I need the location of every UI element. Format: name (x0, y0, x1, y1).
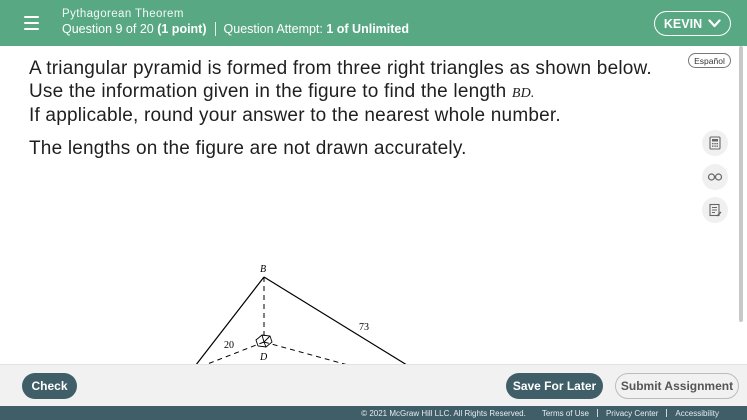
menu-button[interactable] (14, 7, 48, 39)
user-menu-button[interactable] (654, 11, 731, 36)
question-line-2-text: Use the information given in the figure to find the length (29, 80, 507, 102)
privacy-link[interactable]: Privacy Center (605, 408, 659, 418)
legal-footer (0, 406, 747, 420)
question-info (62, 22, 409, 36)
action-bar (0, 364, 747, 406)
user-name: KEVIN (663, 16, 703, 31)
question-number: Question 9 of 20 (62, 22, 154, 36)
menu-icon (24, 16, 39, 18)
spanish-toggle[interactable]: Español (688, 53, 731, 68)
topic-title: Pythagorean Theorem (62, 8, 184, 20)
question-line-1: A triangular pyramid is formed from three right triangles as shown below. (29, 58, 652, 79)
variable-bd: BD. (511, 85, 535, 101)
calculator-button[interactable] (702, 130, 728, 156)
save-for-later-button[interactable]: Save For Later (506, 373, 603, 399)
reader-button[interactable] (702, 164, 728, 190)
right-angle-marker (256, 335, 272, 347)
header-bar (0, 0, 747, 46)
notes-icon (708, 203, 722, 217)
check-button[interactable]: Check (22, 373, 77, 399)
question-text (29, 58, 669, 160)
question-line-3: If applicable, round your answer to the nearest whole number. (29, 105, 561, 126)
divider (215, 22, 216, 36)
vertex-d-label: D (260, 352, 268, 363)
question-area (0, 46, 740, 366)
submit-assignment-button[interactable]: Submit Assignment (615, 373, 739, 399)
length-bc-label: 73 (359, 322, 369, 333)
question-line-4: The lengths on the figure are not drawn accurately. (29, 137, 467, 159)
menu-icon-bar (24, 22, 39, 24)
glasses-icon (707, 172, 723, 182)
notes-button[interactable] (702, 197, 728, 223)
vertex-b-label: B (260, 264, 267, 275)
scrollbar[interactable] (739, 46, 743, 322)
terms-link[interactable]: Terms of Use (541, 408, 589, 418)
calculator-icon (708, 136, 722, 150)
attempt-label: Question Attempt: (223, 22, 323, 36)
accessibility-link[interactable]: Accessibility (675, 408, 719, 418)
attempt-value: 1 of Unlimited (326, 22, 410, 36)
menu-icon-bar (24, 28, 39, 30)
chevron-down-icon (708, 19, 721, 28)
question-line-2 (29, 81, 669, 106)
copyright-text: © 2021 McGraw Hill LLC. All Rights Reserved. (361, 408, 526, 418)
length-ad-label: 20 (224, 340, 234, 351)
question-points: (1 point) (157, 22, 207, 36)
